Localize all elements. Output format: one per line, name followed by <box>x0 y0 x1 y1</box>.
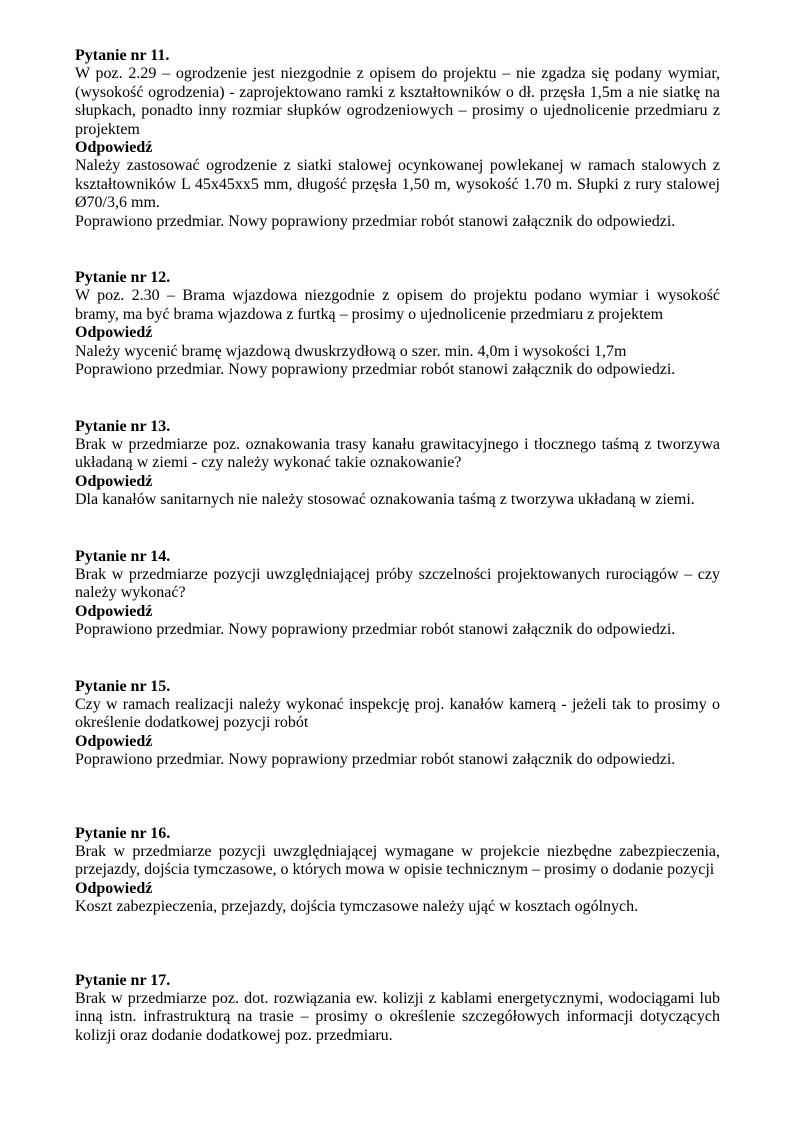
qa-section <box>75 548 720 640</box>
answer-text: Poprawiono przedmiar. Nowy poprawiony przedmiar robót stanowi załącznik do odpowiedzi. <box>75 621 676 639</box>
question-text: Brak w przedmiarze pozycji uwzględniającej wymagane w projekcie niezbędne zabezpieczenia, przejazdy, dojścia tymczasowe, o których mowa w opisie technicznym – prosimy o dodanie pozycji <box>75 843 720 879</box>
answer-paragraphs <box>75 343 720 380</box>
question-text: Brak w przedmiarze poz. dot. rozwiązania ew. kolizji z kablami energetycznymi, wodociągami lub inną istn. infrastrukturą na trasie – prosimy o określenie szczegółowych informacji dotyczących kolizji oraz dodanie dodatkowej poz. przedmiaru. <box>75 990 720 1044</box>
question-text: Brak w przedmiarze poz. oznakowania trasy kanału grawitacyjnego i tłocznego taśmą z tworzywa układaną w ziemi - czy należy wykonać takie oznakowanie? <box>75 435 720 472</box>
answer-text: Poprawiono przedmiar. Nowy poprawiony przedmiar robót stanowi załącznik do odpowiedzi. <box>75 361 676 379</box>
question-heading: Pytanie nr 11. <box>75 47 170 64</box>
answer-text: Należy wycenić bramę wjazdową dwuskrzydłową o szer. min. 4,0m i wysokości 1,7m <box>75 342 627 360</box>
qa-section <box>75 418 720 510</box>
answer-text: Poprawiono przedmiar. Nowy poprawiony przedmiar robót stanowi załącznik do odpowiedzi. <box>75 212 676 230</box>
answer-text: Koszt zabezpieczenia, przejazdy, dojścia tymczasowe należy ująć w kosztach ogólnych. <box>75 898 639 916</box>
answer-paragraphs <box>75 621 720 639</box>
qa-section <box>75 678 720 770</box>
answer-text: Poprawiono przedmiar. Nowy poprawiony przedmiar robót stanowi załącznik do odpowiedzi. <box>75 751 676 769</box>
question-text: W poz. 2.30 – Brama wjazdowa niezgodnie z opisem do projektu podano wymiar i wysokość bramy, ma być brama wjazdowa z furtką – prosimy o ujednolicenie przedmiaru z projektem <box>75 287 720 323</box>
answer-paragraphs <box>75 491 720 509</box>
question-heading: Pytanie nr 14. <box>75 547 171 565</box>
qa-section <box>75 972 720 1046</box>
qa-section <box>75 269 720 379</box>
answer-paragraphs <box>75 157 720 231</box>
question-text: Czy w ramach realizacji należy wykonać inspekcję proj. kanałów kamerą - jeżeli tak to prosimy o określenie dodatkowej pozycji robót <box>75 695 720 732</box>
answer-heading: Odpowiedź <box>75 139 153 157</box>
qa-section <box>75 47 720 231</box>
answer-text: Dla kanałów sanitarnych nie należy stosować oznakowania taśmą z tworzywa układaną w ziemi. <box>75 491 695 509</box>
answer-heading: Odpowiedź <box>75 602 153 620</box>
answer-heading: Odpowiedź <box>75 324 153 342</box>
question-heading: Pytanie nr 17. <box>75 971 171 989</box>
answer-heading: Odpowiedź <box>75 879 153 897</box>
answer-paragraphs <box>75 751 720 769</box>
answer-heading: Odpowiedź <box>75 472 153 490</box>
answer-paragraphs <box>75 898 720 916</box>
question-heading: Pytanie nr 16. <box>75 824 171 842</box>
qa-content <box>75 47 720 1045</box>
answer-heading: Odpowiedź <box>75 732 153 750</box>
qa-section <box>75 825 720 917</box>
question-text: W poz. 2.29 – ogrodzenie jest niezgodnie z opisem do projektu – nie zgadza się podany wymiar, (wysokość ogrodzenia) - zaprojektowano ramki z kształtowników o dł. przęsła 1,5m a nie siatkę na słupkach, ponadto inny rozmiar słupków ogrodzeniowych – prosimy o ujednolicenie przedmiaru z projektem <box>75 65 720 138</box>
question-heading: Pytanie nr 12. <box>75 269 171 287</box>
question-heading: Pytanie nr 13. <box>75 417 171 435</box>
question-heading: Pytanie nr 15. <box>75 677 171 695</box>
answer-text: Należy zastosować ogrodzenie z siatki stalowej ocynkowanej powlekanej w ramach stalowych z kształtowników L 45x45xx5 mm, długość przęsła 1,50 m, wysokość 1.70 m. Słupki z rury stalowej Ø70/3,6 mm. <box>75 157 720 212</box>
question-text: Brak w przedmiarze pozycji uwzględniającej próby szczelności projektowanych rurociągów – czy należy wykonać? <box>75 565 720 602</box>
